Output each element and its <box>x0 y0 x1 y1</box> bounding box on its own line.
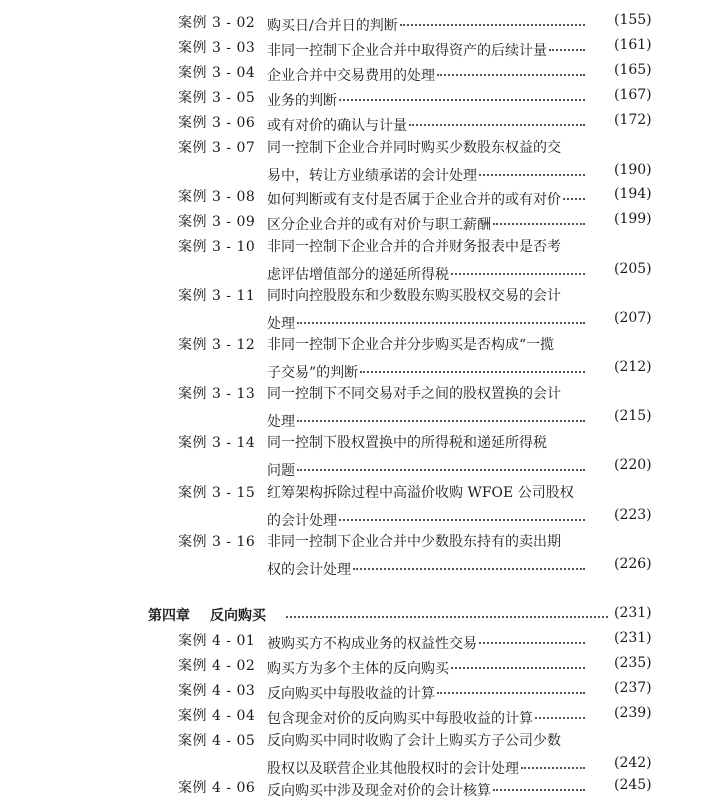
dot-leader <box>451 651 585 669</box>
page-number: (242) <box>614 755 652 771</box>
case-label: 案例 3 - 08 <box>178 189 256 205</box>
chapter-label: 第四章 <box>148 608 190 624</box>
dot-leader <box>493 773 585 791</box>
page-number: (215) <box>614 408 652 424</box>
entry-title-cont: 子交易”的判断 <box>267 365 359 381</box>
dot-leader <box>339 503 585 521</box>
entry-title: 业务的判断 <box>267 93 337 109</box>
dot-leader <box>437 676 585 694</box>
case-label: 案例 3 - 03 <box>178 40 256 56</box>
case-label: 案例 4 - 03 <box>178 683 256 699</box>
entry-title-cont: 股权以及联营企业其他股权时的会计处理 <box>267 761 519 777</box>
entry-title: 同一控制下企业合并同时购买少数股东权益的交 <box>267 140 561 156</box>
dot-leader <box>479 626 585 644</box>
dot-leader <box>339 83 585 101</box>
case-label: 案例 4 - 05 <box>178 733 256 749</box>
case-label: 案例 4 - 04 <box>178 708 256 724</box>
entry-title: 非同一控制下企业合并的合并财务报表中是否考 <box>267 239 561 255</box>
page-number: (245) <box>614 777 652 793</box>
case-label: 案例 3 - 09 <box>178 214 256 230</box>
case-label: 案例 3 - 07 <box>178 140 256 156</box>
entry-title: 购买方为多个主体的反向购买 <box>267 661 449 677</box>
dot-leader <box>297 306 585 324</box>
case-label: 案例 3 - 16 <box>178 534 256 550</box>
entry-title: 包含现金对价的反向购买中每股收益的计算 <box>267 711 533 727</box>
entry-title: 反向购买中每股收益的计算 <box>267 686 435 702</box>
dot-leader <box>437 58 585 76</box>
entry-title: 购买日/合并日的判断 <box>267 18 398 34</box>
page-number: (226) <box>614 556 652 572</box>
dot-leader <box>479 158 585 176</box>
entry-title: 如何判断或有支付是否属于企业合并的或有对价 <box>267 192 561 208</box>
entry-title: 被购买方不构成业务的权益性交易 <box>267 636 477 652</box>
entry-title-cont: 处理 <box>267 414 295 430</box>
page-number: (237) <box>614 680 652 696</box>
entry-title: 非同一控制下企业合并中取得资产的后续计量 <box>267 43 547 59</box>
entry-title: 同时向控股股东和少数股东购买股权交易的会计 <box>267 288 561 304</box>
case-label: 案例 3 - 05 <box>178 90 256 106</box>
entry-title: 反向购买中涉及现金对价的会计核算 <box>267 783 491 799</box>
page-number: (205) <box>614 261 652 277</box>
entry-title-cont: 的会计处理 <box>267 513 337 529</box>
page-number: (194) <box>614 186 652 202</box>
dot-leader <box>549 33 585 51</box>
dot-leader <box>297 404 585 422</box>
entry-title-cont: 易中，转让方业绩承诺的会计处理 <box>267 168 477 184</box>
entry-title: 非同一控制下企业合并中少数股东持有的卖出期 <box>267 534 561 550</box>
case-label: 案例 3 - 10 <box>178 239 256 255</box>
page-number: (235) <box>614 655 652 671</box>
case-label: 案例 4 - 06 <box>178 780 256 796</box>
page-number: (161) <box>614 37 652 53</box>
dot-leader <box>286 606 608 618</box>
page-number: (155) <box>614 12 652 28</box>
page-number: (199) <box>614 211 652 227</box>
case-label: 案例 4 - 01 <box>178 633 256 649</box>
case-label: 案例 3 - 15 <box>178 485 256 501</box>
page-number: (231) <box>614 605 652 621</box>
entry-title-cont: 问题 <box>267 463 295 479</box>
page-number: (207) <box>614 310 652 326</box>
case-label: 案例 3 - 14 <box>178 435 256 451</box>
entry-title: 非同一控制下企业合并分步购买是否构成“一揽 <box>267 337 555 353</box>
case-label: 案例 3 - 06 <box>178 115 256 131</box>
page-number: (172) <box>614 112 652 128</box>
entry-title: 区分企业合并的或有对价与职工薪酬 <box>267 217 491 233</box>
page-number: (190) <box>614 162 652 178</box>
entry-title-cont: 权的会计处理 <box>267 562 351 578</box>
entry-title-cont: 处理 <box>267 316 295 332</box>
dot-leader <box>400 8 585 26</box>
dot-leader <box>493 207 585 225</box>
dot-leader <box>353 552 585 570</box>
page-number: (231) <box>614 630 652 646</box>
page-number: (165) <box>614 62 652 78</box>
case-label: 案例 3 - 04 <box>178 65 256 81</box>
page-number: (239) <box>614 705 652 721</box>
dot-leader <box>521 751 585 769</box>
entry-title: 反向购买中同时收购了会计上购买方子公司少数 <box>267 733 561 749</box>
entry-title: 同一控制下不同交易对手之间的股权置换的会计 <box>267 386 561 402</box>
case-label: 案例 3 - 02 <box>178 15 256 31</box>
page-number: (220) <box>614 457 652 473</box>
entry-title: 企业合并中交易费用的处理 <box>267 68 435 84</box>
dot-leader <box>563 182 585 200</box>
entry-title: 同一控制下股权置换中的所得税和递延所得税 <box>267 435 547 451</box>
case-label: 案例 3 - 11 <box>178 288 256 304</box>
page-number: (167) <box>614 87 652 103</box>
page-number: (223) <box>614 507 652 523</box>
dot-leader <box>360 355 585 373</box>
dot-leader <box>297 453 585 471</box>
case-label: 案例 3 - 12 <box>178 337 256 353</box>
chapter-heading[interactable] <box>0 605 713 627</box>
entry-title-cont: 虑评估增值部分的递延所得税 <box>267 267 449 283</box>
entry-title: 红筹架构拆除过程中高溢价收购 WFOE 公司股权 <box>267 485 574 501</box>
case-label: 案例 3 - 13 <box>178 386 256 402</box>
chapter-title: 反向购买 <box>210 608 266 624</box>
case-label: 案例 4 - 02 <box>178 658 256 674</box>
dot-leader <box>535 701 585 719</box>
dot-leader <box>451 257 585 275</box>
dot-leader <box>409 108 585 126</box>
page-number: (212) <box>614 359 652 375</box>
entry-title: 或有对价的确认与计量 <box>267 118 407 134</box>
